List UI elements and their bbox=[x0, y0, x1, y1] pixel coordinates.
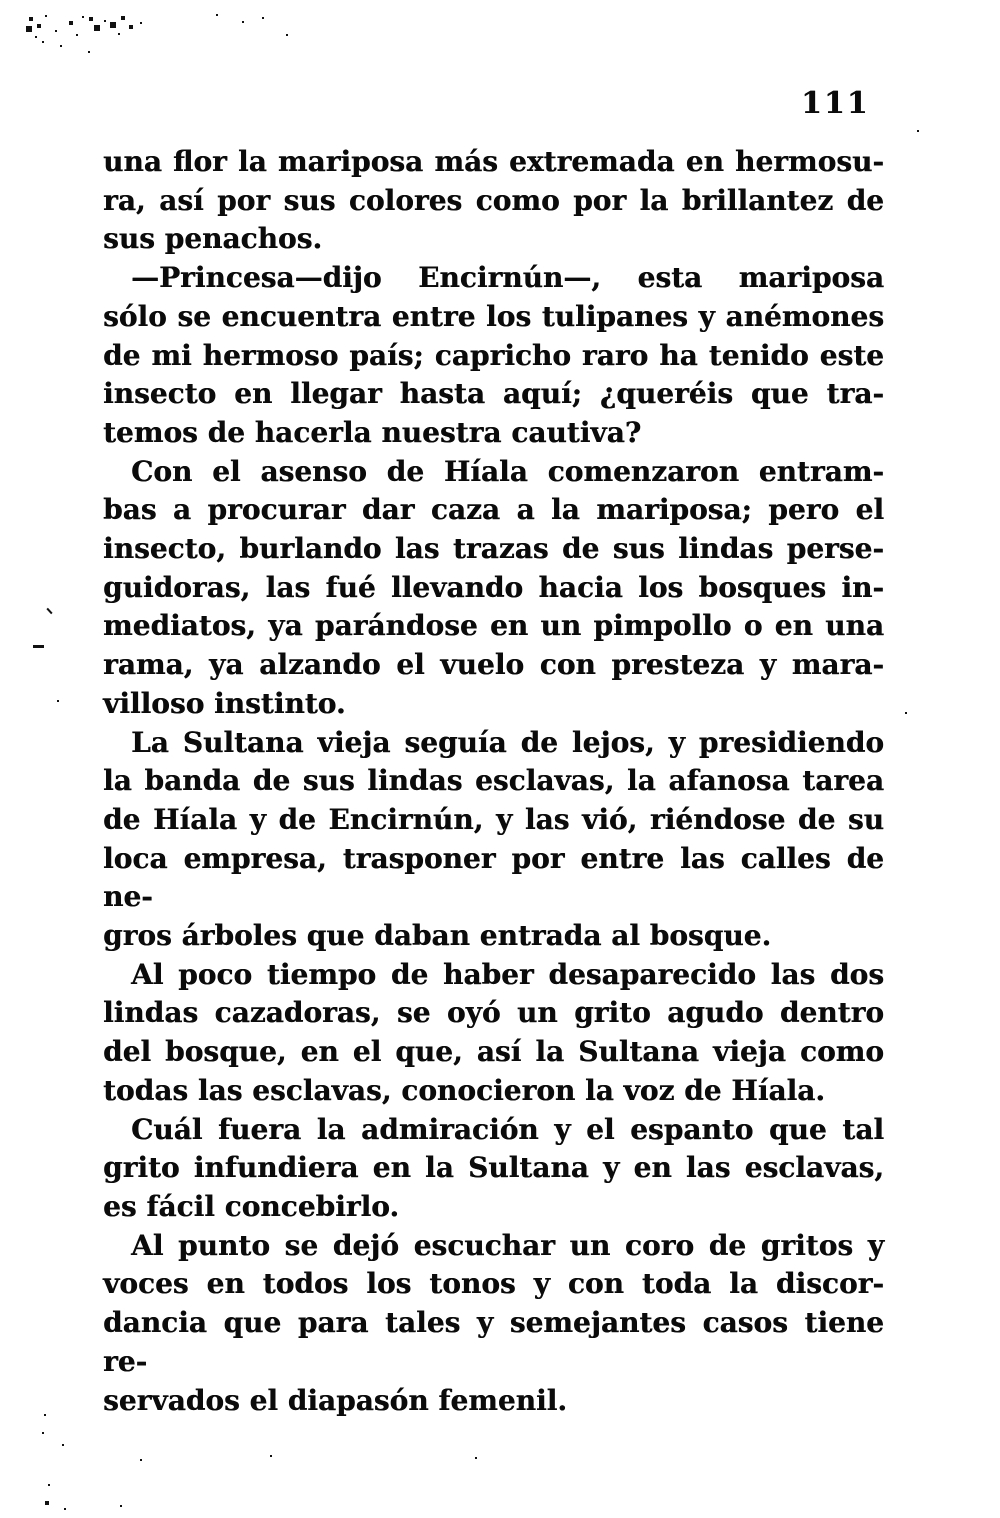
paragraph bbox=[103, 956, 884, 1111]
text-line: insecto en llegar hasta aquí; ¿queréis que tra- bbox=[103, 377, 884, 411]
text-line: sólo se encuentra entre los tulipanes y anémones bbox=[103, 299, 884, 333]
scan-mark bbox=[33, 645, 44, 648]
text-line: mediatos, ya parándose en un pimpollo o en una bbox=[103, 609, 884, 643]
text-line: ra, así por sus colores como por la brillantez de bbox=[103, 183, 884, 217]
text-line: —Princesa—dijo Encirnún—, esta mariposa bbox=[131, 261, 884, 295]
text-line: de Híala y de Encirnún, y las vió, riéndose de su bbox=[103, 802, 884, 836]
text-line: la banda de sus lindas esclavas, la afanosa tarea bbox=[103, 764, 884, 798]
text-line: Al punto se dejó escuchar un coro de gritos y bbox=[131, 1228, 884, 1262]
text-line: todas las esclavas, conocieron la voz de Híala. bbox=[103, 1073, 826, 1107]
text-line: bas a procurar dar caza a la mariposa; pero el bbox=[103, 493, 884, 527]
text-line: villoso instinto. bbox=[103, 686, 346, 720]
text-line: rama, ya alzando el vuelo con presteza y mara- bbox=[103, 648, 884, 682]
text-line: guidoras, las fué llevando hacia los bosques in- bbox=[103, 570, 884, 604]
paragraph bbox=[103, 724, 884, 956]
text-line: es fácil concebirlo. bbox=[103, 1189, 400, 1223]
page-text-block bbox=[103, 143, 884, 1420]
scan-noise-specks bbox=[0, 0, 2, 2]
scan-mark bbox=[46, 608, 52, 615]
paragraph bbox=[103, 453, 884, 724]
paragraph bbox=[103, 143, 884, 259]
text-line: Cuál fuera la admiración y el espanto que tal bbox=[131, 1112, 884, 1146]
text-line: loca empresa, trasponer por entre las calles de ne- bbox=[103, 841, 884, 914]
text-line: Al poco tiempo de haber desaparecido las dos bbox=[131, 957, 884, 991]
text-line: La Sultana vieja seguía de lejos, y presidiendo bbox=[131, 725, 884, 759]
paragraph bbox=[103, 259, 884, 453]
paragraph bbox=[103, 1111, 884, 1227]
text-line: grito infundiera en la Sultana y en las esclavas, bbox=[103, 1151, 884, 1185]
text-line: dancia que para tales y semejantes casos tiene re- bbox=[103, 1306, 884, 1378]
text-line: insecto, burlando las trazas de sus lindas perse- bbox=[103, 532, 884, 566]
page-number: 111 bbox=[801, 86, 870, 121]
text-line: voces en todos los tonos y con toda la discor- bbox=[103, 1267, 884, 1301]
paragraph bbox=[103, 1227, 884, 1421]
text-line: gros árboles que daban entrada al bosque. bbox=[103, 919, 772, 953]
text-line: del bosque, en el que, así la Sultana vieja como bbox=[103, 1035, 884, 1069]
text-line: servados el diapasón femenil. bbox=[103, 1383, 568, 1417]
text-line: Con el asenso de Híala comenzaron entram- bbox=[131, 454, 884, 488]
text-line: lindas cazadoras, se oyó un grito agudo dentro bbox=[103, 996, 884, 1030]
text-line: una flor la mariposa más extremada en hermosu- bbox=[103, 145, 884, 178]
text-line: de mi hermoso país; capricho raro ha tenido este bbox=[103, 338, 884, 372]
text-line: temos de hacerla nuestra cautiva? bbox=[103, 415, 642, 449]
text-line: sus penachos. bbox=[103, 222, 323, 256]
